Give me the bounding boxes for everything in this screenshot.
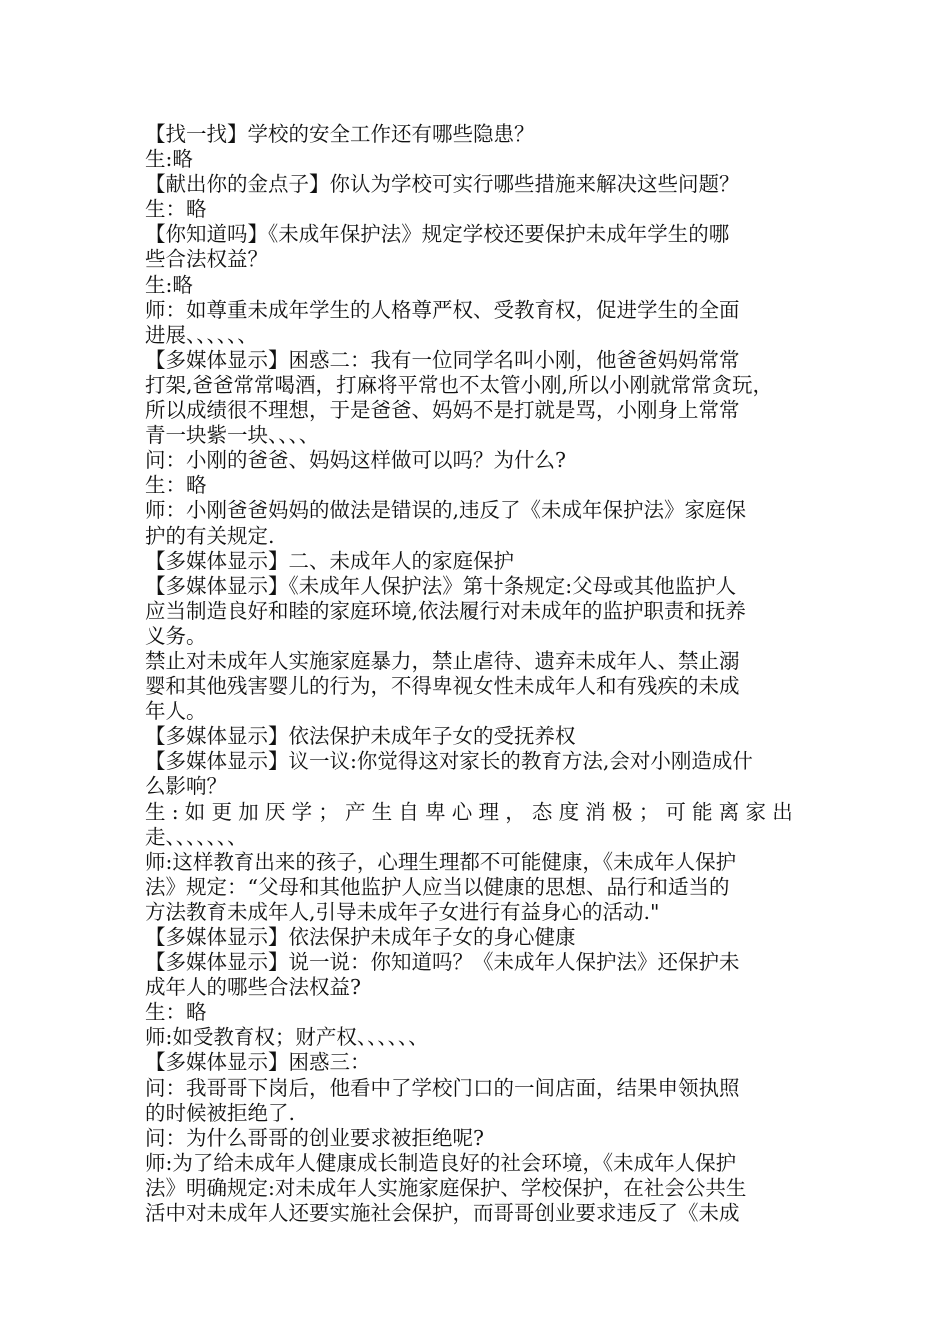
text-line: 问：小刚的爸爸、妈妈这样做可以吗？为什么?: [145, 448, 566, 473]
paragraph: [145, 498, 807, 548]
paragraph: [145, 172, 807, 197]
text-line: 【多媒体显示】《未成年人保护法》第十条规定:父母或其他监护人: [145, 573, 737, 598]
paragraph: [145, 649, 807, 724]
text-line: 青一块紫一块、、、、: [145, 423, 320, 448]
paragraph: [145, 1076, 807, 1126]
text-line: 师:这样教育出来的孩子，心理生理都不可能健康，《未成年人保护: [145, 849, 737, 874]
paragraph: [145, 473, 807, 498]
paragraph: [145, 197, 807, 222]
text-line: 【多媒体显示】二、未成年人的家庭保护: [145, 548, 514, 573]
text-line: 生：略: [145, 1000, 207, 1025]
paragraph: [145, 122, 807, 147]
text-line: 活中对未成年人还要实施社会保护，而哥哥创业要求违反了《未成: [145, 1201, 740, 1226]
paragraph: [145, 1126, 807, 1151]
paragraph: [145, 749, 807, 799]
text-line: 方法教育未成年人,引导未成年子女进行有益身心的活动.": [145, 899, 660, 924]
paragraph: [145, 298, 807, 348]
paragraph: [145, 1025, 807, 1050]
text-line: 【多媒体显示】困惑二：我有一位同学名叫小刚，他爸爸妈妈常常: [145, 347, 740, 372]
text-line: 进展、、、、、、: [145, 322, 258, 347]
text-line: 打架,爸爸常常喝酒，打麻将平常也不太管小刚,所以小刚就常常贪玩，: [145, 372, 774, 397]
text-line: 些合法权益？: [145, 247, 268, 272]
paragraph: [145, 850, 807, 925]
text-line: 年人。: [145, 699, 207, 724]
text-line: 师：如尊重未成年学生的人格尊严权、受教育权，促进学生的全面: [145, 297, 740, 322]
text-line: 师:如受教育权；财产权、、、、、、: [145, 1025, 429, 1050]
paragraph: [145, 1050, 807, 1075]
text-line: 生:如更加厌学；产生自卑心理，态度消极；可能离家出: [145, 799, 799, 824]
text-line: 护的有关规定.: [145, 523, 275, 548]
text-line: 生：略: [145, 197, 207, 222]
document-body: [145, 122, 807, 1226]
text-line: 问：我哥哥下岗后，他看中了学校门口的一间店面，结果申领执照: [145, 1075, 740, 1100]
text-line: 【多媒体显示】依法保护未成年子女的身心健康: [145, 925, 576, 949]
paragraph: [145, 222, 807, 272]
text-line: 【献出你的金点子】你认为学校可实行哪些措施来解决这些问题？: [145, 172, 740, 197]
paragraph: [145, 147, 807, 172]
text-line: 所以成绩很不理想，于是爸爸、妈妈不是打就是骂，小刚身上常常: [145, 398, 740, 423]
paragraph: [145, 950, 807, 1000]
text-line: 禁止对未成年人实施家庭暴力，禁止虐待、遗弃未成年人、禁止溺: [145, 648, 740, 673]
paragraph: [145, 549, 807, 574]
paragraph: [145, 574, 807, 649]
text-line: 【你知道吗】《未成年保护法》规定学校还要保护未成年学生的哪: [145, 222, 730, 247]
text-line: 走、、、、、、、: [145, 824, 248, 849]
paragraph: [145, 724, 807, 749]
text-line: 么影响？: [145, 774, 227, 799]
text-line: 【多媒体显示】依法保护未成年子女的受抚养权: [145, 724, 576, 749]
text-line: 义务。: [145, 623, 207, 648]
paragraph: [145, 348, 807, 448]
text-line: 成年人的哪些合法权益?: [145, 975, 361, 1000]
text-line: 【多媒体显示】困惑三：: [145, 1050, 371, 1075]
paragraph: [145, 1000, 807, 1025]
text-line: 生：略: [145, 473, 207, 498]
text-line: 【找一找】学校的安全工作还有哪些隐患？: [145, 122, 535, 146]
text-line: 应当制造良好和睦的家庭环境,依法履行对未成年的监护职责和抚养: [145, 598, 747, 623]
text-line: 师:为了给未成年人健康成长制造良好的社会环境，《未成年人保护: [145, 1150, 737, 1175]
text-line: 【多媒体显示】说一说：你知道吗？《未成年人保护法》还保护未: [145, 950, 740, 975]
text-line: 的时候被拒绝了.: [145, 1100, 296, 1125]
text-line: 生:略: [145, 147, 193, 172]
paragraph: [145, 448, 807, 473]
text-line: 法》规定：“父母和其他监护人应当以健康的思想、品行和适当的: [145, 874, 730, 899]
paragraph: [145, 925, 807, 950]
text-line: 师：小刚爸爸妈妈的做法是错误的,违反了《未成年保护法》家庭保: [145, 498, 747, 523]
paragraph: [145, 1151, 807, 1226]
text-line: 【多媒体显示】议一议:你觉得这对家长的教育方法,会对小刚造成什: [145, 749, 753, 774]
text-line: 法》明确规定:对未成年人实施家庭保护、学校保护，在社会公共生: [145, 1175, 747, 1200]
text-line: 婴和其他残害婴儿的行为，不得卑视女性未成年人和有残疾的未成: [145, 674, 740, 699]
paragraph: [145, 273, 807, 298]
text-line: 问：为什么哥哥的创业要求被拒绝呢?: [145, 1125, 484, 1150]
paragraph: [145, 800, 807, 850]
text-line: 生:略: [145, 272, 193, 297]
